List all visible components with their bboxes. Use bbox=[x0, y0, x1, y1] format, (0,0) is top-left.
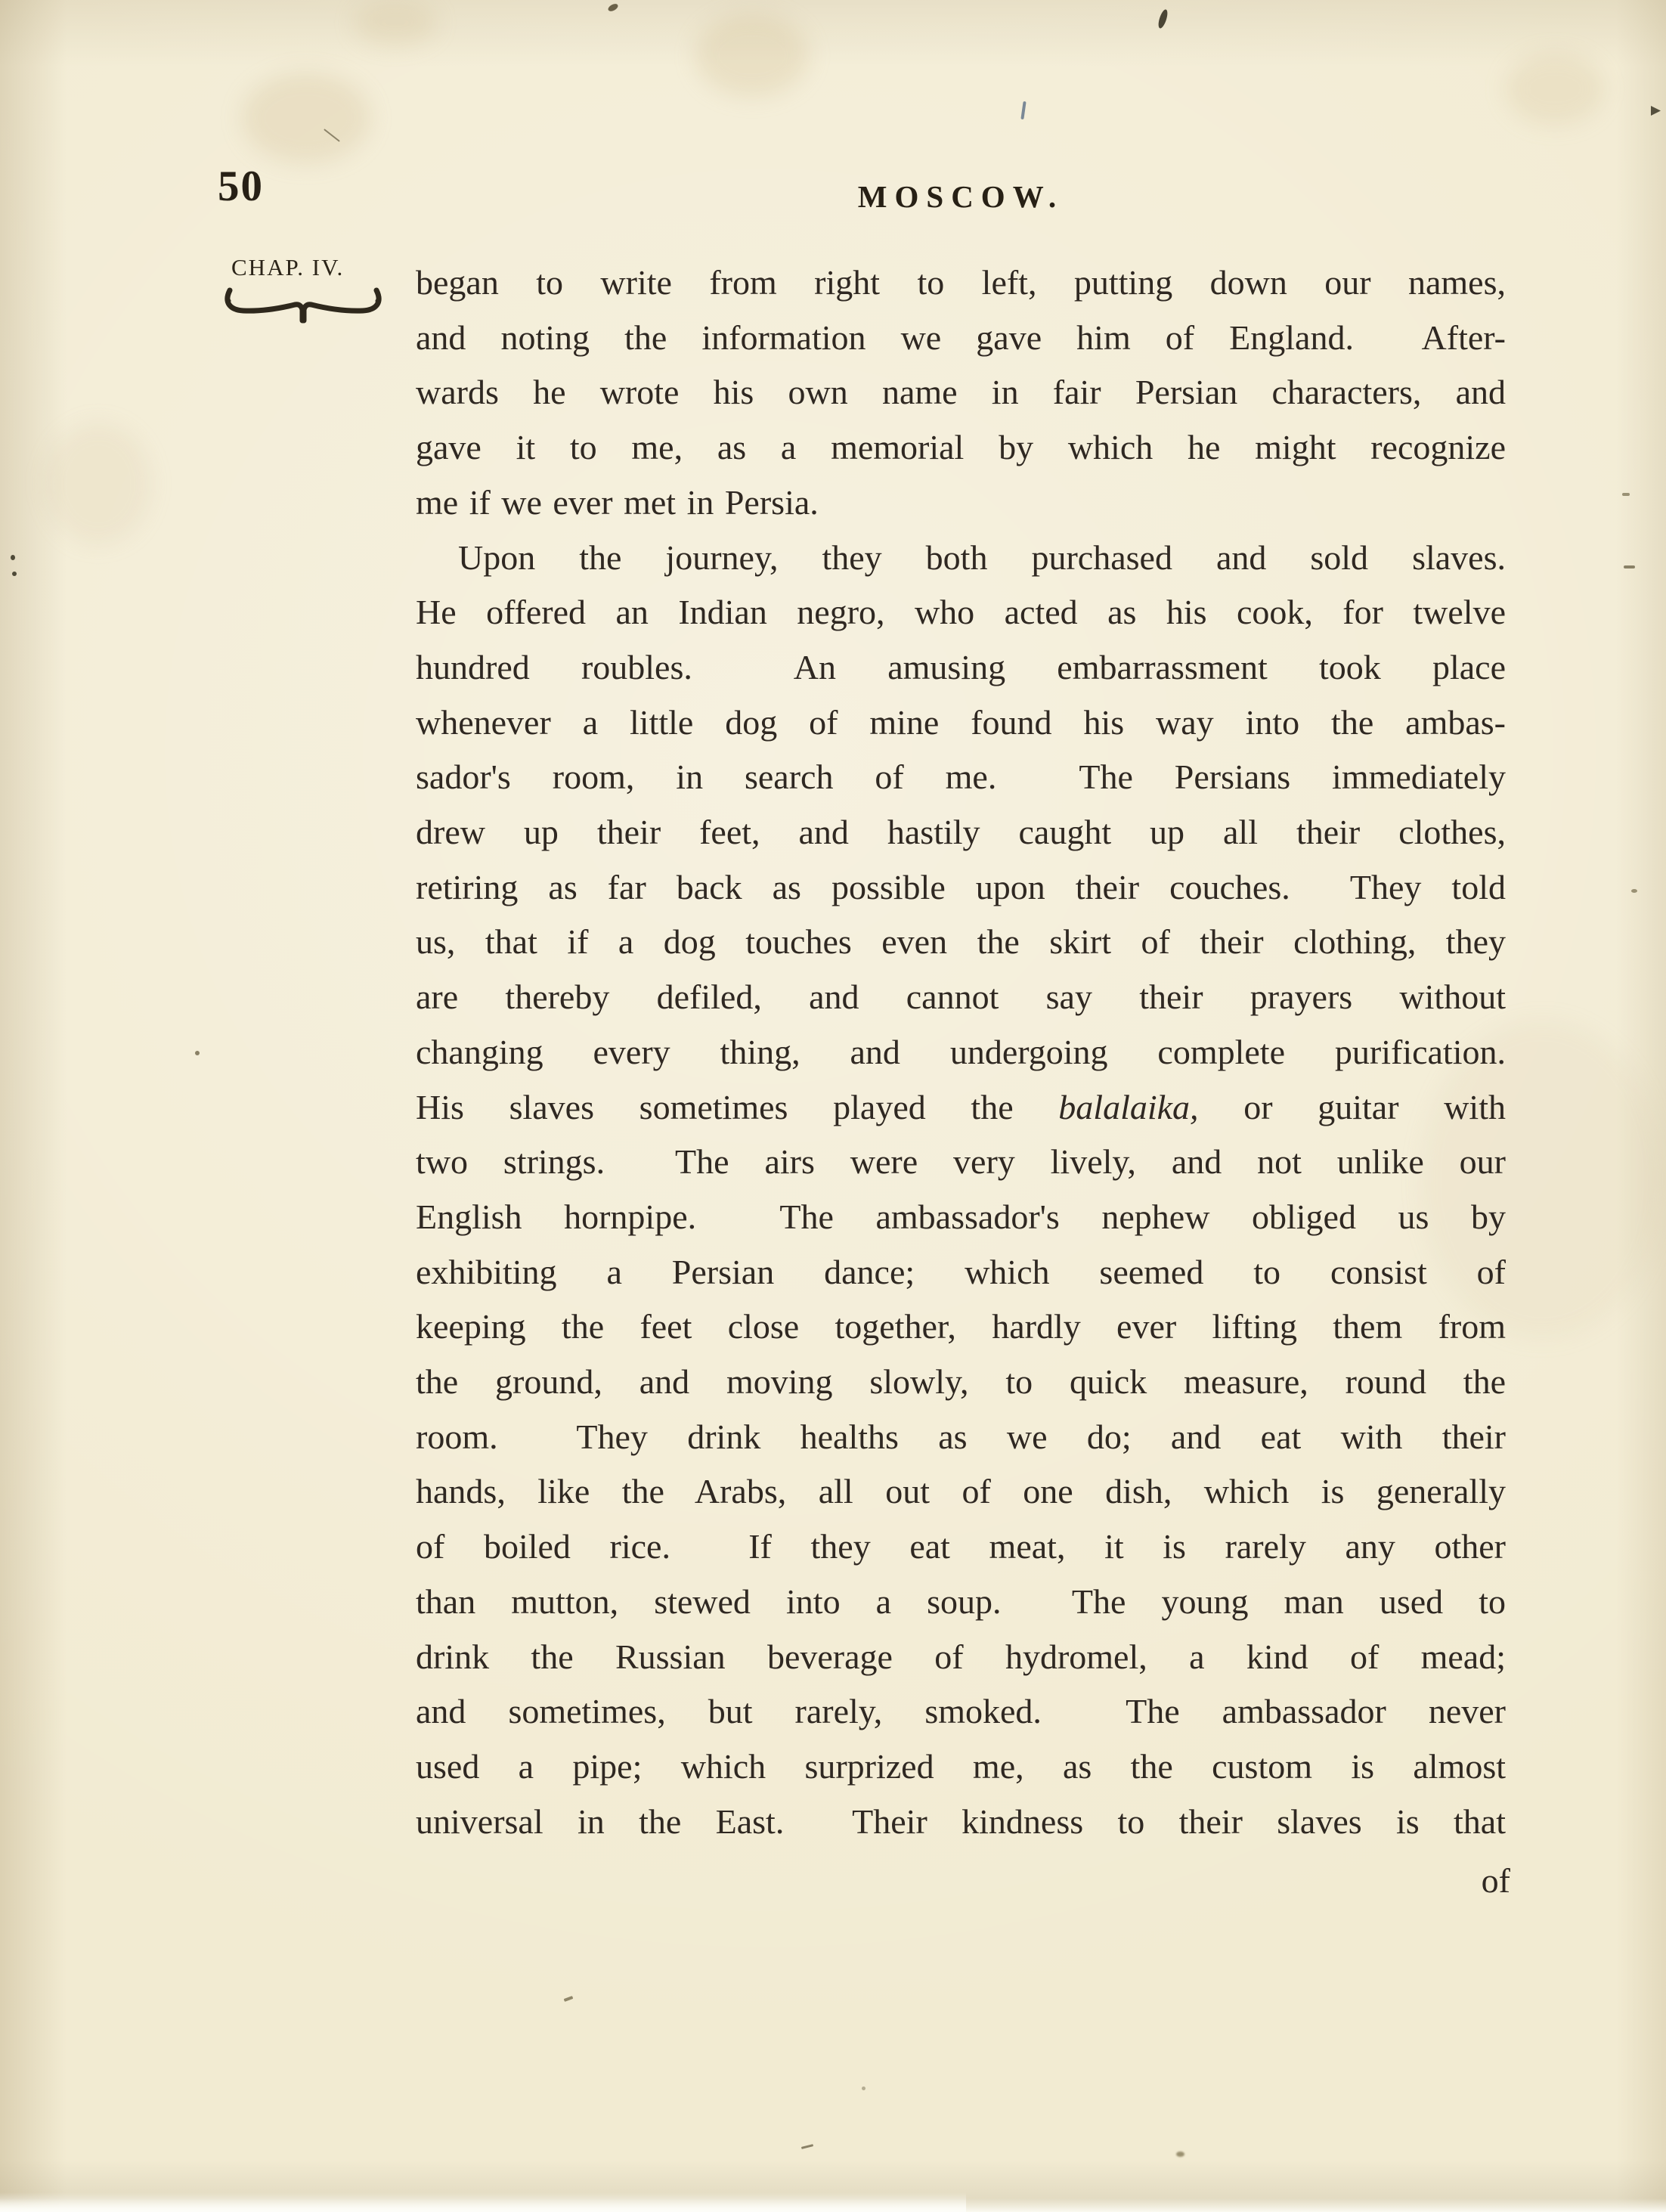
running-head: MOSCOW. bbox=[857, 179, 1064, 214]
body-text-line: hundred roubles. An amusing embarrassment took place bbox=[416, 647, 1506, 686]
body-text-line: two strings. The airs were very lively, and not unlike our bbox=[416, 1142, 1506, 1182]
paper-speck bbox=[1624, 565, 1635, 568]
paper-speck bbox=[862, 2087, 866, 2090]
paper-stain bbox=[242, 73, 370, 163]
body-text-line: changing every thing, and undergoing complete purification. bbox=[416, 1032, 1506, 1071]
body-text-line: He offered an Indian negro, who acted as his cook, for twelve bbox=[416, 593, 1506, 632]
body-text-line: keeping the feet close together, hardly ever lifting them from bbox=[416, 1307, 1506, 1346]
paper-speck bbox=[195, 1051, 200, 1055]
paper-speck bbox=[1651, 106, 1661, 116]
body-text-line: began to write from right to left, putting down our names, bbox=[416, 263, 1506, 302]
chapter-margin-note: CHAP. IV. bbox=[231, 254, 345, 280]
paper-stain bbox=[45, 423, 151, 544]
body-text-line: sador's room, in search of me. The Persians immediately bbox=[416, 757, 1506, 797]
body-text-line: used a pipe; which surprized me, as the custom is almost bbox=[416, 1746, 1506, 1786]
paper-speck bbox=[1622, 493, 1630, 496]
body-text-line: the ground, and moving slowly, to quick measure, round the bbox=[416, 1362, 1506, 1402]
paper-stain bbox=[1506, 53, 1604, 125]
body-text-line: His slaves sometimes played the balalaika, or guitar with bbox=[416, 1087, 1506, 1126]
body-text-line: wards he wrote his own name in fair Persian characters, and bbox=[416, 373, 1506, 412]
body-text-line: us, that if a dog touches even the skirt of their clothing, they bbox=[416, 922, 1506, 962]
body-text-line: of boiled rice. If they eat meat, it is rarely any other bbox=[416, 1527, 1506, 1566]
body-text-line: whenever a little dog of mine found his way into the ambas- bbox=[416, 702, 1506, 742]
body-text-line: and sometimes, but rarely, smoked. The ambassador never bbox=[416, 1692, 1506, 1731]
paper-stain bbox=[354, 0, 437, 45]
body-text-line: drew up their feet, and hastily caught up all their clothes, bbox=[416, 813, 1506, 852]
body-text-line: me if we ever met in Persia. bbox=[416, 482, 819, 522]
body-text-line: Upon the journey, they both purchased and sold slaves. bbox=[458, 538, 1506, 577]
body-text-line: are thereby defiled, and cannot say their prayers without bbox=[416, 977, 1506, 1017]
body-text-line: than mutton, stewed into a soup. The young man used to bbox=[416, 1582, 1506, 1621]
paper-speck bbox=[1020, 101, 1026, 119]
paper-speck bbox=[564, 1996, 574, 2002]
paper-speck bbox=[1157, 8, 1169, 29]
paper-speck bbox=[11, 555, 15, 560]
body-text-line: hands, like the Arabs, all out of one dish, which is generally bbox=[416, 1472, 1506, 1511]
catchword: of bbox=[1481, 1861, 1510, 1900]
body-text-line: English hornpipe. The ambassador's nephew obliged us by bbox=[416, 1197, 1506, 1236]
body-text-line: room. They drink healths as we do; and eat with their bbox=[416, 1417, 1506, 1456]
body-text-line: gave it to me, as a memorial by which he might recognize bbox=[416, 428, 1506, 467]
paper-speck bbox=[1176, 2152, 1184, 2157]
chapter-brace-ornament bbox=[222, 286, 384, 325]
paper-speck bbox=[324, 129, 340, 142]
paper-speck bbox=[1631, 889, 1637, 893]
body-text-line: universal in the East. Their kindness to their slaves is that bbox=[416, 1802, 1506, 1841]
paper-stain bbox=[695, 14, 809, 97]
scan-bottom-edge-left bbox=[0, 2192, 966, 2212]
paper-speck bbox=[801, 2144, 813, 2149]
page-number: 50 bbox=[218, 163, 264, 210]
body-text-line: retiring as far back as possible upon their couches. They told bbox=[416, 867, 1506, 906]
body-text-line: drink the Russian beverage of hydromel, a kind of mead; bbox=[416, 1637, 1506, 1676]
body-text bbox=[416, 256, 1506, 1849]
body-text-line: exhibiting a Persian dance; which seemed to consist of bbox=[416, 1252, 1506, 1291]
paper-speck bbox=[12, 572, 17, 576]
paper-speck bbox=[607, 2, 619, 13]
body-text-line: and noting the information we gave him of England. After- bbox=[416, 318, 1506, 357]
